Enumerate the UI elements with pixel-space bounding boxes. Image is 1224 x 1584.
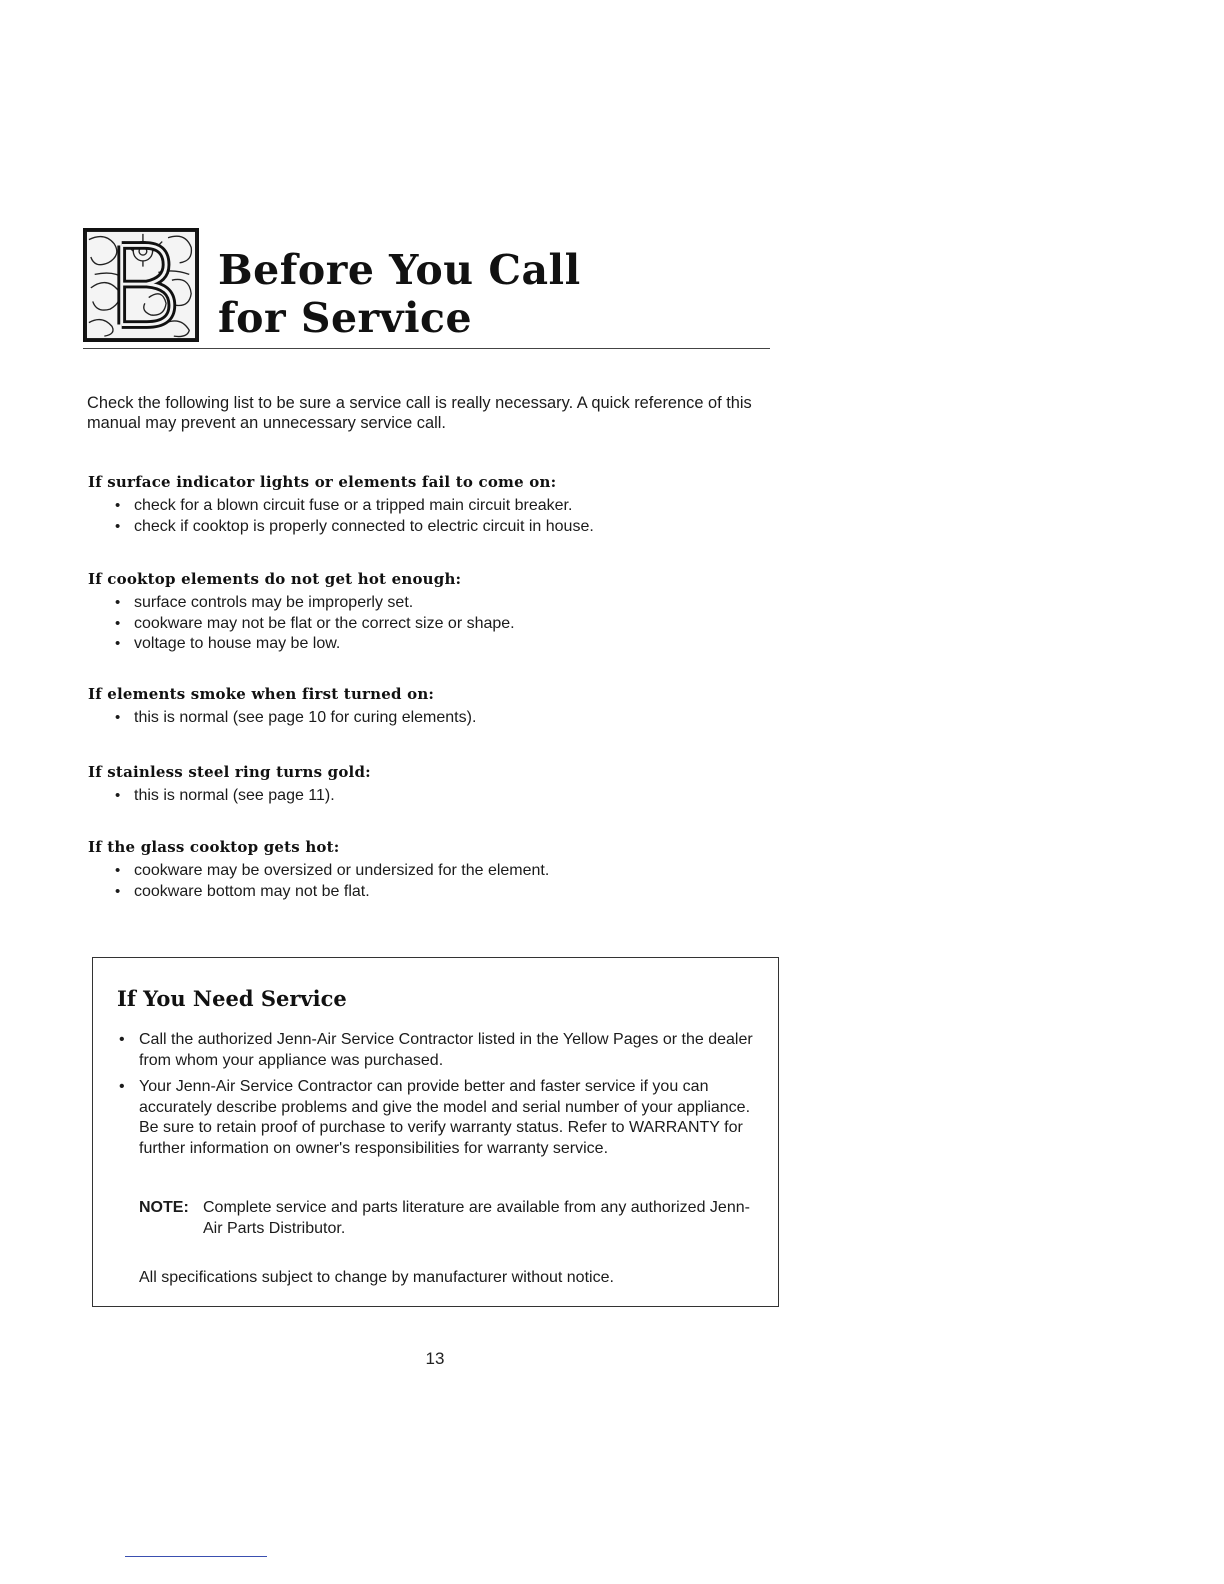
service-note — [139, 1198, 759, 1239]
section-glass-cooktop-hot — [88, 837, 788, 902]
section-list — [88, 593, 788, 655]
page-title-line-1: Before You Call — [218, 246, 581, 294]
page-title-line-2: for Service — [218, 294, 473, 342]
section-list — [88, 786, 788, 807]
service-title: If You Need Service — [117, 986, 347, 1011]
list-item: • this is normal (see page 11). — [88, 786, 788, 807]
list-item: • this is normal (see page 10 for curing elements). — [88, 708, 788, 729]
list-item: • cookware may be oversized or undersized for the element. — [88, 861, 788, 882]
section-heading: If surface indicator lights or elements fail to come on: — [88, 473, 557, 491]
note-label: NOTE: — [139, 1199, 189, 1216]
service-list — [93, 1030, 763, 1165]
page-title — [218, 246, 581, 342]
note-text: Complete service and parts literature are available from any authorized Jenn-Air Parts Distributor. — [203, 1199, 750, 1237]
specifications-notice: All specifications subject to change by manufacturer without notice. — [139, 1269, 614, 1286]
title-divider — [83, 348, 770, 349]
section-list — [88, 496, 788, 537]
section-ring-turns-gold — [88, 762, 788, 807]
page-number: 13 — [425, 1349, 445, 1368]
decorative-initial-b — [83, 228, 199, 342]
list-item: • surface controls may be improperly set. — [88, 593, 788, 614]
ornament-icon — [85, 230, 197, 340]
list-item: • cookware may not be flat or the correct size or shape. — [88, 614, 788, 635]
section-list — [88, 708, 788, 729]
list-item: • Your Jenn-Air Service Contractor can provide better and faster service if you can accurately describe problems and give the model and serial number of your appliance. Be sure to retain proof of purchase to verify warranty status. Refer to WARRANTY for further information on owner's responsibilities for warranty service. — [93, 1077, 763, 1159]
section-heading: If elements smoke when first turned on: — [88, 685, 435, 703]
section-heading: If the glass cooktop gets hot: — [88, 838, 340, 856]
list-item: • check for a blown circuit fuse or a tripped main circuit breaker. — [88, 496, 788, 517]
intro-paragraph: Check the following list to be sure a service call is really necessary. A quick reference of this manual may prevent an unnecessary service call. — [87, 394, 752, 432]
section-surface-indicator — [88, 472, 788, 537]
list-item: • voltage to house may be low. — [88, 634, 788, 655]
section-elements-not-hot — [88, 569, 788, 655]
list-item: • Call the authorized Jenn-Air Service Contractor listed in the Yellow Pages or the dealer from whom your appliance was purchased. — [93, 1030, 763, 1071]
section-elements-smoke — [88, 684, 788, 729]
section-heading: If stainless steel ring turns gold: — [88, 763, 371, 781]
section-list — [88, 861, 788, 902]
list-item: • cookware bottom may not be flat. — [88, 882, 788, 903]
footer-divider — [125, 1556, 267, 1557]
service-info-box — [92, 957, 779, 1307]
section-heading: If cooktop elements do not get hot enough: — [88, 570, 462, 588]
list-item: • check if cooktop is properly connected to electric circuit in house. — [88, 517, 788, 538]
